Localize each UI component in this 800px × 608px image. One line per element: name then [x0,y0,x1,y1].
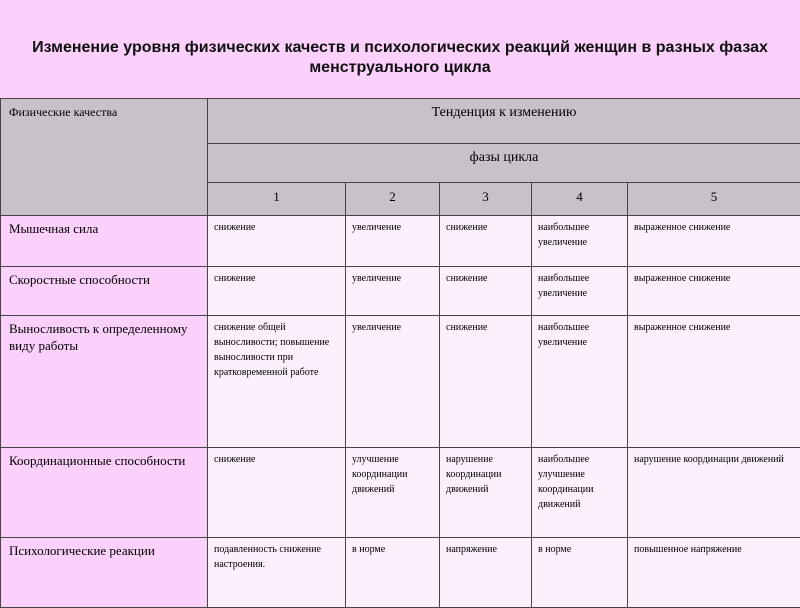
table-cell: наибольшее увеличение [532,316,628,448]
phase-number: 1 [208,183,346,216]
table-cell: улучшение координации движений [346,448,440,538]
phases-table [0,98,800,608]
table-row [1,267,800,316]
table-cell: снижение общей выносливости; повышение выносливости при кратковременной работе [208,316,346,448]
table-row [1,316,800,448]
phase-number: 3 [440,183,532,216]
phase-number: 4 [532,183,628,216]
phase-number: 2 [346,183,440,216]
table-cell: повышенное напряжение [628,538,800,608]
table-row [1,448,800,538]
table-cell: в норме [346,538,440,608]
row-label: Мышечная сила [1,216,208,267]
table-cell: снижение [440,267,532,316]
table-cell: снижение [440,216,532,267]
table-cell: в норме [532,538,628,608]
table-cell: увеличение [346,216,440,267]
table-cell: выраженное снижение [628,267,800,316]
phase-number: 5 [628,183,800,216]
table-row [1,216,800,267]
table-cell: снижение [208,267,346,316]
row-label: Выносливость к определенному виду работы [1,316,208,448]
table-cell: напряжение [440,538,532,608]
table-cell: увеличение [346,316,440,448]
row-label: Психологические реакции [1,538,208,608]
table-cell: снижение [440,316,532,448]
table-cell: снижение [208,216,346,267]
header-tendency: Тенденция к изменению [208,99,800,144]
page-title: Изменение уровня физических качеств и психологических реакций женщин в разных фазах менструального цикла [0,38,800,78]
table-cell: увеличение [346,267,440,316]
table-cell: снижение [208,448,346,538]
table-cell: наибольшее улучшение координации движений [532,448,628,538]
table-cell: наибольшее увеличение [532,267,628,316]
table-cell: нарушение координации движений [628,448,800,538]
header-phases: фазы цикла [208,144,800,183]
row-label: Координационные способности [1,448,208,538]
table-cell: подавленность снижение настроения. [208,538,346,608]
table-cell: нарушение координации движений [440,448,532,538]
table-cell: выраженное снижение [628,216,800,267]
table-cell: наибольшее увеличение [532,216,628,267]
table-row [1,538,800,608]
table-cell: выраженное снижение [628,316,800,448]
row-label: Скоростные способности [1,267,208,316]
header-physical-qualities: Физические качества [1,99,208,216]
